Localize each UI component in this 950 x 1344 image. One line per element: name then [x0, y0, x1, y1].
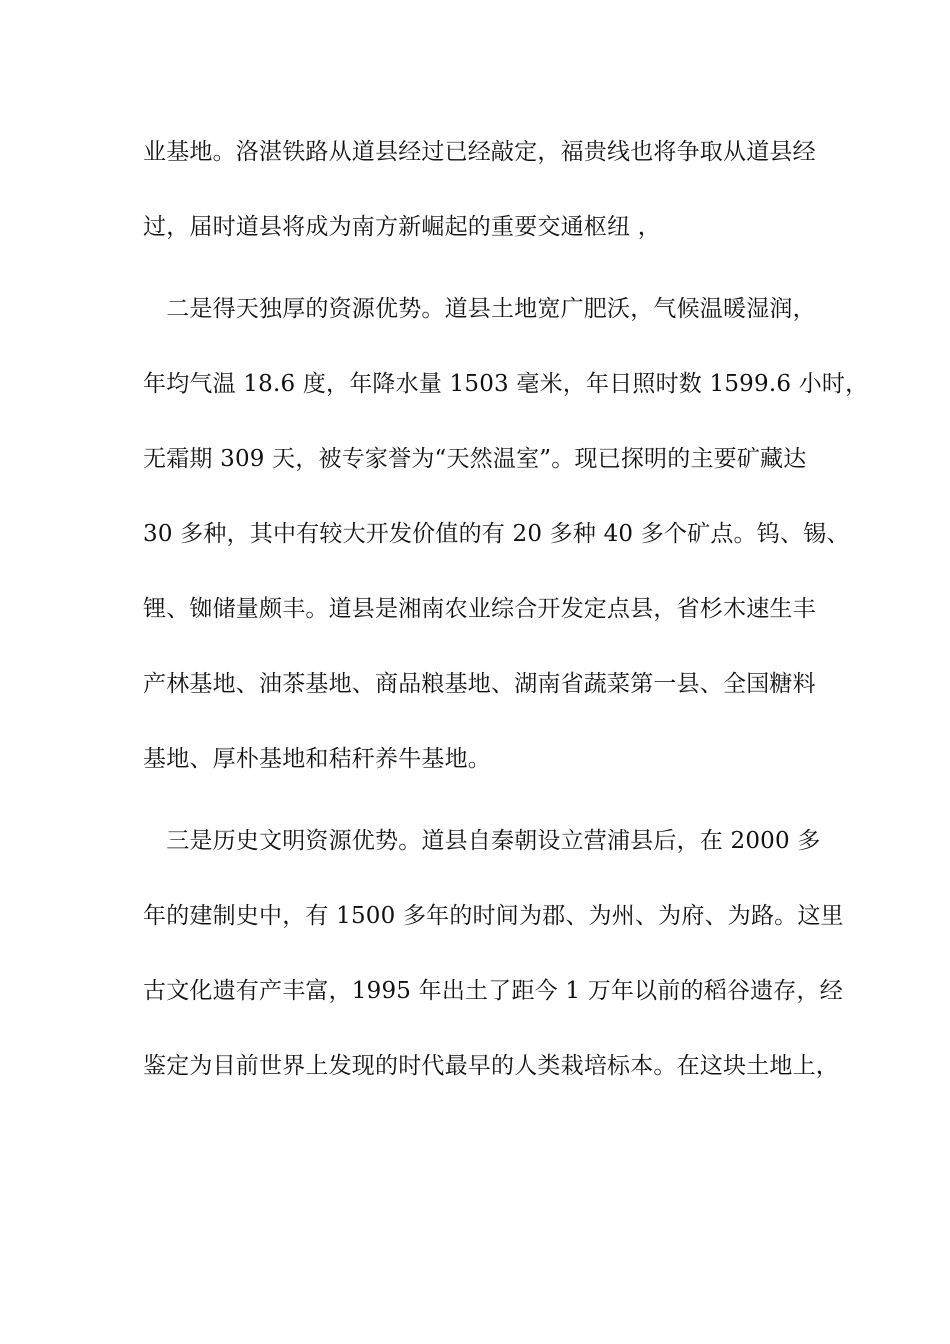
- text-line: 古文化遗有产丰富，1995 年出土了距今 1 万年以前的稻谷遗存，经: [143, 978, 843, 1004]
- text-line: 锂、铷储量颇丰。道县是湘南农业综合开发定点县，省杉木速生丰: [143, 596, 816, 622]
- text-line: 无霜期 309 天，被专家誉为“天然温室”。现已探明的主要矿藏达: [143, 446, 807, 472]
- text-line: 基地、厚朴基地和秸秆养牛基地。: [143, 746, 491, 772]
- text-line: 鉴定为目前世界上发现的时代最早的人类栽培标本。在这块土地上，: [143, 1053, 839, 1079]
- text-line: 产林基地、油茶基地、商品粮基地、湖南省蔬菜第一县、全国糖料: [143, 671, 816, 697]
- text-line: 业基地。洛湛铁路从道县经过已经敲定，福贵线也将争取从道县经: [143, 139, 816, 165]
- text-line: 过，届时道县将成为南方新崛起的重要交通枢纽 ，: [143, 214, 661, 240]
- text-line: 年均气温 18.6 度，年降水量 1503 毫米，年日照时数 1599.6 小时，: [143, 371, 869, 397]
- text-line: 30 多种，其中有较大开发价值的有 20 多种 40 多个矿点。钨、锡、: [143, 521, 850, 547]
- text-line: 二是得天独厚的资源优势。道县土地宽广肥沃，气候温暖湿润，: [143, 296, 816, 322]
- text-line: 三是历史文明资源优势。道县自秦朝设立营浦县后，在 2000 多: [143, 828, 821, 854]
- text-line: 年的建制史中，有 1500 多年的时间为郡、为州、为府、为路。这里: [143, 903, 844, 929]
